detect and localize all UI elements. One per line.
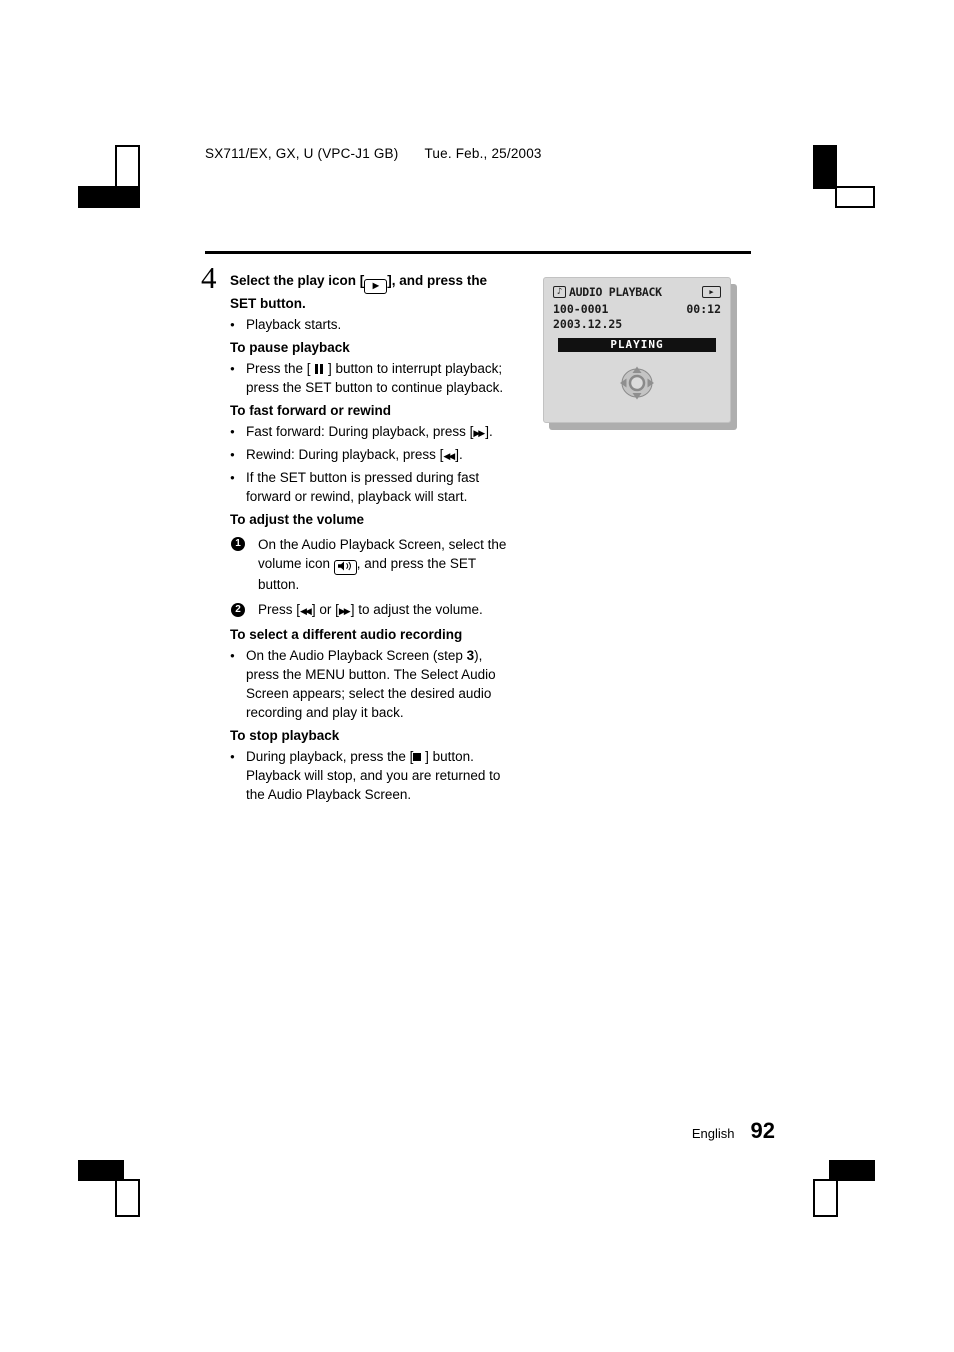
lcd-date-row xyxy=(553,317,721,331)
numbered-text xyxy=(258,535,516,595)
text-segment: ), press the MENU button. The Select Audio Screen appears; select the desired audio recording and play it back. xyxy=(246,648,496,720)
text-segment: Press the [ xyxy=(246,360,315,376)
registration-mark-fill xyxy=(829,1160,875,1181)
subhead-fast-forward-rewind: To fast forward or rewind xyxy=(230,402,392,418)
text-segment: Fast forward: During playback, press [ xyxy=(246,423,474,439)
step-heading xyxy=(230,271,516,313)
numbered-item-2 xyxy=(230,600,516,621)
registration-mark-outline xyxy=(813,1179,838,1217)
bullet-text xyxy=(246,747,516,804)
lcd-status-bar: PLAYING xyxy=(558,338,716,352)
registration-mark-fill xyxy=(813,145,837,189)
registration-mark-top-left xyxy=(78,145,140,209)
bullet-icon: ● xyxy=(230,651,235,660)
registration-mark-bottom-left xyxy=(78,1160,140,1218)
bullet-icon: ● xyxy=(230,363,235,373)
registration-mark-outline xyxy=(115,1179,140,1217)
step-circle-1: 1 xyxy=(231,537,245,551)
bullet-icon: ● xyxy=(230,472,235,482)
bullet-text: Playback starts. xyxy=(246,316,342,332)
step-reference: 3 xyxy=(466,648,475,663)
text-segment: On the Audio Playback Screen (step xyxy=(246,648,467,663)
pause-bar xyxy=(320,364,323,374)
lcd-title-row xyxy=(553,285,721,299)
registration-mark-bottom-right xyxy=(813,1160,875,1218)
subhead-pause: To pause playback xyxy=(230,339,350,355)
header-model-text: SX711/EX, GX, U (VPC-J1 GB) xyxy=(205,146,399,161)
footer-language: English xyxy=(691,1126,735,1141)
registration-mark-outline xyxy=(115,145,140,189)
subhead-adjust-volume: To adjust the volume xyxy=(230,511,365,527)
text-segment: ] to adjust the volume. xyxy=(350,602,483,617)
subhead-stop-playback: To stop playback xyxy=(230,728,340,743)
fast-forward-icon: ▶▶ xyxy=(338,606,349,616)
bullet-icon: ● xyxy=(230,752,235,761)
bullet-set-during-ff xyxy=(230,468,516,506)
lcd-screen-illustration xyxy=(543,277,731,423)
lcd-file-number: 100-0001 xyxy=(553,302,609,316)
bullet-stop-playback xyxy=(230,747,516,804)
bullet-icon: ● xyxy=(230,449,235,459)
bullet-icon: ● xyxy=(230,426,235,436)
step-heading-text: Select the play icon [ xyxy=(230,273,365,288)
instruction-column xyxy=(230,271,516,804)
step-heading-text-2: ], and press the SET button. xyxy=(230,273,488,311)
bullet-fast-forward xyxy=(230,422,516,443)
bullet-text xyxy=(246,422,516,443)
bullet-playback-starts xyxy=(230,315,516,334)
bullet-rewind xyxy=(230,445,516,466)
page-header xyxy=(205,146,542,161)
text-segment: ]. xyxy=(485,423,493,439)
bullet-text xyxy=(246,359,516,397)
pause-bar xyxy=(315,364,318,374)
play-icon-glyph: ▶ xyxy=(372,280,379,290)
rewind-icon: ◀◀ xyxy=(300,606,310,616)
bullet-icon: ● xyxy=(230,319,235,329)
bullet-pause xyxy=(230,359,516,397)
numbered-item-1 xyxy=(230,535,516,595)
text-segment: ] button to interrupt playback; press the SET button to continue playback. xyxy=(246,360,504,395)
registration-mark-fill xyxy=(78,186,140,208)
bullet-text: If the SET button is pressed during fast forward or rewind, playback will start. xyxy=(246,469,480,504)
bullet-text xyxy=(246,445,516,466)
text-segment: ] or [ xyxy=(311,602,339,617)
step-number: 4 xyxy=(201,260,217,295)
page-footer xyxy=(503,1118,775,1144)
text-segment: Rewind: During playback, press [ xyxy=(246,446,444,462)
step-circle-2: 2 xyxy=(231,603,245,617)
text-segment: , and press the SET button. xyxy=(258,555,476,592)
registration-mark-outline xyxy=(835,186,875,208)
text-segment: ]. xyxy=(455,446,463,462)
lcd-screen-title: AUDIO PLAYBACK xyxy=(569,285,662,299)
music-note-icon: ♪ xyxy=(553,286,566,298)
set-button-dpad-icon xyxy=(614,363,660,406)
bullet-text xyxy=(246,646,516,722)
text-segment: On the Audio Playback Screen, select the volume icon xyxy=(258,536,507,571)
text-segment: Press [ xyxy=(258,602,301,617)
subhead-select-audio: To select a different audio recording xyxy=(230,627,463,642)
registration-mark-top-right xyxy=(813,145,875,209)
bullet-select-audio xyxy=(230,646,516,722)
play-status-icon: ▶ xyxy=(702,286,721,298)
lcd-elapsed-time: 00:12 xyxy=(686,302,721,316)
volume-icon xyxy=(334,560,357,575)
play-icon xyxy=(364,279,387,294)
fast-forward-icon: ▶▶ xyxy=(473,427,484,438)
footer-page-number: 92 xyxy=(750,1118,775,1143)
section-divider-rule xyxy=(205,251,751,254)
lcd-file-row xyxy=(553,302,721,316)
registration-mark-fill xyxy=(78,1160,124,1181)
text-segment: ] button. Playback will stop, and you are returned to the Audio Playback Screen. xyxy=(246,749,501,802)
lcd-date: 2003.12.25 xyxy=(553,317,623,331)
numbered-text xyxy=(258,600,516,621)
text-segment: During playback, press the [ xyxy=(246,749,414,764)
rewind-icon: ◀◀ xyxy=(443,450,454,461)
header-date-text: Tue. Feb., 25/2003 xyxy=(424,146,542,161)
pause-icon xyxy=(314,361,324,376)
